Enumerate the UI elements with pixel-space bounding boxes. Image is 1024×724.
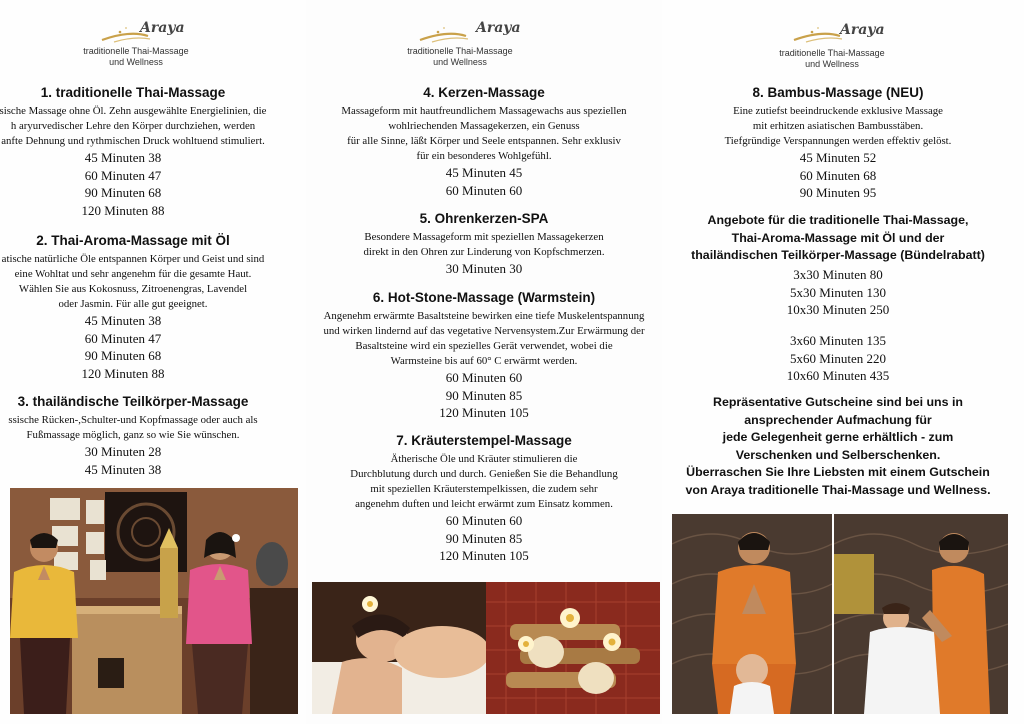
brand-tagline: traditionelle Thai-Massage und Wellness (83, 46, 189, 67)
service-desc-line: Durchblutung durch und durch. Genießen Sie die Behandlung (350, 468, 618, 480)
service-kerzen (306, 84, 662, 199)
thai-stretch-photo (672, 514, 832, 714)
service-desc-line: Angenehm erwärmte Basaltsteine bewirken eine tiefe Muskelentspannung (323, 310, 645, 322)
price-line: 60 Minuten 68 (799, 167, 877, 183)
price-line: 45 Minuten 45 (445, 165, 523, 180)
price-line: 5x60 Minuten 220 (789, 350, 887, 366)
price-line: 90 Minuten 85 (445, 387, 523, 403)
price-line: 60 Minuten 60 (445, 513, 523, 528)
price-line: 5x30 Minuten 130 (789, 284, 887, 300)
service-thai-massage (0, 84, 286, 219)
price-line: 45 Minuten 38 (84, 313, 162, 328)
service-desc-line: Eine zutiefst beeindruckende exklusive Massage (733, 105, 943, 117)
brochure-panel-middle (306, 0, 662, 724)
service-title: 5. Ohrenkerzen-SPA (419, 211, 549, 226)
service-desc-line: Besondere Massageform mit speziellen Massagekerzen (364, 231, 604, 243)
price-line: 120 Minuten 88 (81, 202, 165, 218)
service-desc-line: mit speziellen Kräuterstempelkissen, die zudem sehr (370, 483, 598, 495)
price-line: 10x60 Minuten 435 (786, 368, 890, 384)
brand-name: Araya (476, 20, 521, 36)
salon-staff-photo (10, 488, 298, 714)
price-line: 90 Minuten 95 (799, 185, 877, 201)
service-hot-stone (306, 289, 662, 422)
service-desc-line: Fußmassage möglich, ganz so wie Sie wünschen. (26, 429, 240, 441)
bundle-prices-30 (662, 266, 1014, 319)
service-title: 8. Bambus-Massage (NEU) (752, 85, 924, 100)
service-desc-line: mit erhitzen asiatischen Bambusstäben. (752, 120, 924, 132)
price-line: 45 Minuten 38 (84, 461, 162, 477)
bundle-prices-60 (662, 332, 1014, 385)
service-teilkoerper (0, 393, 286, 478)
service-title: 7. Kräuterstempel-Massage (396, 433, 572, 448)
brand-name: Araya (140, 20, 185, 36)
price-line: 60 Minuten 47 (84, 330, 162, 346)
service-bambus (662, 84, 1014, 202)
service-desc-line: Tiefgründige Verspannungen werden effektiv gelöst. (724, 135, 952, 147)
service-thai-aroma (0, 232, 286, 382)
price-line: 3x30 Minuten 80 (793, 267, 883, 282)
back-treatment-photo (834, 514, 1008, 714)
price-line: 60 Minuten 60 (445, 182, 523, 198)
price-line: 120 Minuten 105 (439, 548, 529, 564)
service-desc-line: Ätherische Öle und Kräuter stimulieren die (390, 453, 578, 465)
service-desc-line: eine Wohltat und sehr angenehm für die gesamte Haut. (14, 268, 252, 280)
bundle-offers-title: Angebote für die traditionelle Thai-Massage, Thai-Aroma-Massage mit Öl und der thailändischen Teilkörper-Massage (Bündelrabatt) (691, 213, 985, 263)
price-line: 60 Minuten 47 (84, 167, 162, 183)
brochure-panel-right (662, 0, 1024, 724)
price-line: 30 Minuten 30 (445, 261, 523, 276)
service-desc-line: für alle Sinne, läßt Körper und Seele entspannen. Sehr exklusiv (347, 135, 621, 147)
brand-name: Araya (840, 22, 885, 38)
price-line: 60 Minuten 60 (445, 370, 523, 385)
brand-tagline: traditionelle Thai-Massage und Wellness (779, 48, 885, 69)
voucher-notice: Repräsentative Gutscheine sind bei uns in ansprechender Aufmachung für jede Gelegenheit gerne erhältlich - zum Verschenken und Selberschenken. Überraschen Sie Ihre Liebsten mit einem Gutschein von Araya traditionelle Thai-Massage und Wellness. (685, 395, 991, 497)
service-desc-line: Wählen Sie aus Kokosnuss, Zitroenengras, Lavendel (18, 283, 248, 295)
service-title: 6. Hot-Stone-Massage (Warmstein) (372, 290, 596, 305)
price-line: 45 Minuten 52 (799, 150, 877, 165)
service-desc-line: und wirken lindernd auf das vegetative Nervensystem.Zur Erwärmung der (323, 325, 645, 337)
service-desc-line: atische natürliche Öle entspannen Körper und Geist und sind (1, 253, 265, 265)
service-desc-line: anfte Dehnung und rythmischen Druck wohltuend stimuliert. (1, 135, 265, 147)
price-line: 90 Minuten 68 (84, 348, 162, 364)
service-title: 4. Kerzen-Massage (423, 85, 545, 100)
service-desc-line: direkt in den Ohren zur Linderung von Kopfschmerzen. (363, 246, 605, 258)
brand-tagline: traditionelle Thai-Massage und Wellness (407, 46, 513, 67)
relaxing-woman-photo (312, 582, 486, 714)
price-line: 10x30 Minuten 250 (786, 302, 890, 318)
service-desc-line: wohlriechenden Massagekerzen, ein Genuss (388, 120, 580, 132)
price-line: 90 Minuten 85 (445, 530, 523, 546)
service-desc-line: für ein besonderes Wohlgefühl. (416, 150, 552, 162)
service-desc-line: h aryurvedischer Lehre den Körper durchziehen, werden (10, 120, 256, 132)
service-desc-line: oder Jasmin. Für alle gut geeignet. (58, 298, 208, 310)
service-desc-line: ssische Rücken-,Schulter-und Kopfmassage oder auch als (8, 414, 258, 426)
service-desc-line: Basaltsteine wird ein spezielles Gerät verwendet, wobei die (355, 340, 613, 352)
service-ohrenkerzen (306, 210, 662, 278)
service-kraeuterstempel (306, 432, 662, 565)
price-line: 90 Minuten 68 (84, 185, 162, 201)
price-line: 3x60 Minuten 135 (789, 333, 887, 348)
price-line: 45 Minuten 38 (84, 150, 162, 165)
price-line: 120 Minuten 105 (439, 405, 529, 421)
service-title: 2. Thai-Aroma-Massage mit Öl (36, 233, 230, 248)
service-desc-line: angenehm duften und leicht erwärmt zum Einsatz kommen. (355, 498, 613, 510)
service-desc-line: Warmsteine bis auf 60° C erwärmt werden. (390, 355, 578, 367)
brochure-panel-left (0, 0, 306, 724)
service-title: 1. traditionelle Thai-Massage (40, 85, 226, 100)
price-line: 120 Minuten 88 (81, 365, 165, 381)
price-line: 30 Minuten 28 (84, 444, 162, 459)
service-desc-line: Massageform mit hautfreundlichem Massagewachs aus speziellen (341, 105, 627, 117)
herbal-stamps-photo (486, 582, 660, 714)
service-desc-line: sische Massage ohne Öl. Zehn ausgewählte Energielinien, die (0, 105, 267, 117)
service-title: 3. thailändische Teilkörper-Massage (17, 394, 249, 409)
